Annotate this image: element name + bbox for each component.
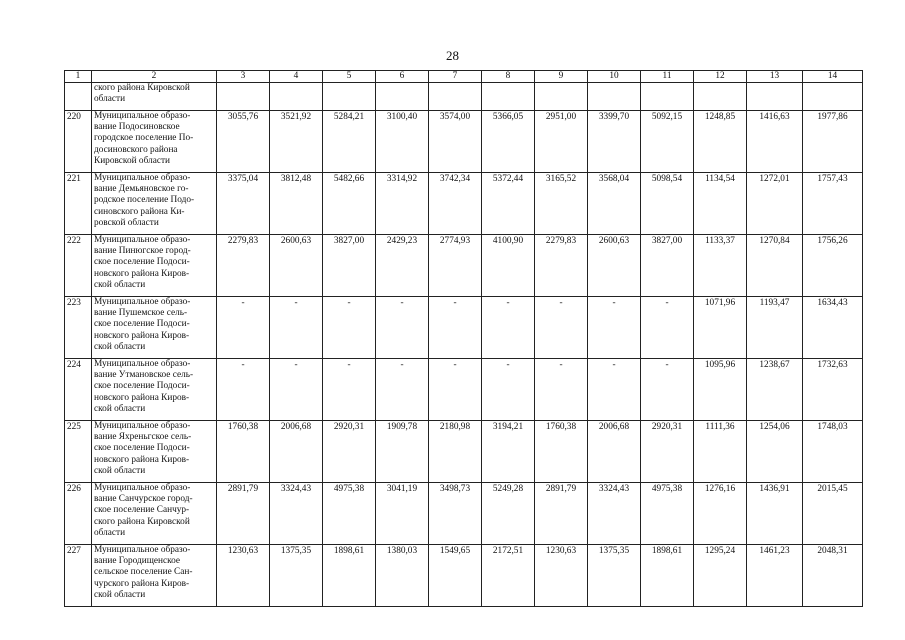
value-cell-col-8: 4100,90 [482,235,535,297]
value-cell-col-3: 3055,76 [217,111,270,173]
row-number: 220 [65,111,92,173]
value-cell-col-7: 3742,34 [429,173,482,235]
value-cell-col-11: - [641,359,694,421]
value-cell-col-3: 2891,79 [217,483,270,545]
name-line: Муниципальное образо- [94,483,191,493]
table-row [65,173,863,235]
value-cell-col-8: - [482,359,535,421]
name-line: вание Яхреньгское сель- [94,432,192,443]
value-cell-col-4: 3812,48 [270,173,323,235]
value-cell-col-12: 1295,24 [694,545,747,607]
row-number: 222 [65,235,92,297]
municipality-name [92,421,217,483]
value-cell-col-5: 4975,38 [323,483,376,545]
value-cell-col-7: 3498,73 [429,483,482,545]
municipality-name [92,545,217,607]
table-row [65,545,863,607]
value-cell-col-9: 2951,00 [535,111,588,173]
value-cell-col-10 [588,83,641,111]
value-cell-col-11: 2920,31 [641,421,694,483]
column-header-14: 14 [803,71,863,83]
value-cell-col-3: 3375,04 [217,173,270,235]
name-line: ского района Кировской [94,516,190,527]
value-cell-col-8: 5366,05 [482,111,535,173]
value-cell-col-11: 3827,00 [641,235,694,297]
value-cell-col-12: 1133,37 [694,235,747,297]
value-cell-col-12: 1276,16 [694,483,747,545]
value-cell-col-10: 3568,04 [588,173,641,235]
value-cell-col-9: 2891,79 [535,483,588,545]
value-cell-col-3: 2279,83 [217,235,270,297]
value-cell-col-7: 1549,65 [429,545,482,607]
table-row [65,297,863,359]
value-cell-col-11 [641,83,694,111]
value-cell-col-3: 1760,38 [217,421,270,483]
value-cell-col-4: 1375,35 [270,545,323,607]
municipality-name [92,111,217,173]
value-cell-col-8: 5372,44 [482,173,535,235]
value-cell-col-7: - [429,359,482,421]
table-row [65,421,863,483]
column-header-3: 3 [217,71,270,83]
value-cell-col-6: 1909,78 [376,421,429,483]
value-cell-col-11: 4975,38 [641,483,694,545]
name-line: досиновского района [94,144,178,155]
value-cell-col-13: 1461,23 [747,545,803,607]
value-cell-col-6: - [376,359,429,421]
municipality-name [92,297,217,359]
value-cell-col-12: 1071,96 [694,297,747,359]
name-line: новского района Киров- [94,268,190,279]
value-cell-col-10: 3399,70 [588,111,641,173]
value-cell-col-12: 1111,36 [694,421,747,483]
value-cell-col-13: 1254,06 [747,421,803,483]
header-row [65,71,863,83]
value-cell-col-5: - [323,297,376,359]
value-cell-col-3: - [217,359,270,421]
value-cell-col-14: 1756,26 [803,235,863,297]
value-cell-col-14: 2015,45 [803,483,863,545]
value-cell-col-5: 5482,66 [323,173,376,235]
value-cell-col-10: - [588,359,641,421]
name-line: ской области [94,279,146,290]
value-cell-col-9: - [535,359,588,421]
value-cell-col-5 [323,83,376,111]
name-line: Муниципальное образо- [94,359,191,369]
value-cell-col-4: - [270,359,323,421]
value-cell-col-9: 1760,38 [535,421,588,483]
value-cell-col-14: 1977,86 [803,111,863,173]
value-cell-col-14: 1634,43 [803,297,863,359]
value-cell-col-10: - [588,297,641,359]
name-line: области [94,94,126,105]
column-header-2: 2 [92,71,217,83]
value-cell-col-12: 1095,96 [694,359,747,421]
name-line: сельское поселение Сан- [94,567,193,578]
name-line: новского района Киров- [94,392,190,403]
value-cell-col-4: 2600,63 [270,235,323,297]
municipality-name [92,173,217,235]
value-cell-col-10: 2006,68 [588,421,641,483]
value-cell-col-5: 5284,21 [323,111,376,173]
name-line: вание Пушемское сель- [94,308,188,319]
value-cell-col-5: 3827,00 [323,235,376,297]
value-cell-col-7 [429,83,482,111]
value-cell-col-9: 1230,63 [535,545,588,607]
page-number: 28 [446,48,459,63]
column-header-12: 12 [694,71,747,83]
value-cell-col-4 [270,83,323,111]
column-header-7: 7 [429,71,482,83]
name-line: ской области [94,465,146,476]
name-line: ское поселение Подоси- [94,319,190,330]
value-cell-col-5: 2920,31 [323,421,376,483]
row-number: 223 [65,297,92,359]
value-cell-col-4: - [270,297,323,359]
row-number: 226 [65,483,92,545]
name-line: ского района Кировской [94,83,190,93]
name-line: новского района Киров- [94,330,190,341]
value-cell-col-6: 3100,40 [376,111,429,173]
name-line: синовского района Ки- [94,206,185,217]
value-cell-col-5: - [323,359,376,421]
value-cell-col-6: 3314,92 [376,173,429,235]
name-line: ровской области [94,217,159,228]
value-cell-col-8 [482,83,535,111]
name-line: Муниципальное образо- [94,235,191,245]
value-cell-col-12: 1134,54 [694,173,747,235]
value-cell-col-13: 1272,01 [747,173,803,235]
column-header-6: 6 [376,71,429,83]
table-row [65,359,863,421]
column-header-8: 8 [482,71,535,83]
name-line: ской области [94,589,146,600]
name-line: Муниципальное образо- [94,297,191,307]
value-cell-col-9 [535,83,588,111]
column-header-1: 1 [65,71,92,83]
name-line: ское поселение Подоси- [94,443,190,454]
value-cell-col-3: 1230,63 [217,545,270,607]
value-cell-col-9: 3165,52 [535,173,588,235]
value-cell-col-3: - [217,297,270,359]
value-cell-col-6: 1380,03 [376,545,429,607]
value-cell-col-7: - [429,297,482,359]
table-row [65,111,863,173]
municipality-name [92,483,217,545]
value-cell-col-14: 1732,63 [803,359,863,421]
row-number: 225 [65,421,92,483]
table-row [65,235,863,297]
row-number: 224 [65,359,92,421]
value-cell-col-11: 5092,15 [641,111,694,173]
name-line: ское поселение Подоси- [94,381,190,392]
value-cell-col-13: 1436,91 [747,483,803,545]
value-cell-col-7: 3574,00 [429,111,482,173]
value-cell-col-4: 3521,92 [270,111,323,173]
name-line: ской области [94,341,146,352]
name-line: Муниципальное образо- [94,111,191,121]
value-cell-col-13: 1270,84 [747,235,803,297]
name-line: вание Городищенское [94,556,181,567]
value-cell-col-13: 1238,67 [747,359,803,421]
row-number: 227 [65,545,92,607]
value-cell-col-7: 2774,93 [429,235,482,297]
value-cell-col-11: - [641,297,694,359]
name-line: Муниципальное образо- [94,173,191,183]
value-cell-col-8: - [482,297,535,359]
column-header-11: 11 [641,71,694,83]
value-cell-col-9: - [535,297,588,359]
table-row [65,483,863,545]
value-cell-col-10: 1375,35 [588,545,641,607]
value-cell-col-11: 1898,61 [641,545,694,607]
value-cell-col-4: 3324,43 [270,483,323,545]
value-cell-col-5: 1898,61 [323,545,376,607]
value-cell-col-14: 1757,43 [803,173,863,235]
value-cell-col-7: 2180,98 [429,421,482,483]
value-cell-col-6: 3041,19 [376,483,429,545]
name-line: ское поселение Подоси- [94,257,190,268]
name-line: вание Утмановское сель- [94,370,194,381]
value-cell-col-8: 2172,51 [482,545,535,607]
value-cell-col-14: 1748,03 [803,421,863,483]
name-line: ское поселение Санчур- [94,505,190,516]
value-cell-col-3 [217,83,270,111]
row-number [65,83,92,111]
name-line: вание Санчурское город- [94,494,193,505]
column-header-10: 10 [588,71,641,83]
value-cell-col-6: 2429,23 [376,235,429,297]
value-cell-col-12 [694,83,747,111]
name-line: чурского района Киров- [94,578,190,589]
value-cell-col-6: - [376,297,429,359]
column-header-4: 4 [270,71,323,83]
value-cell-col-10: 2600,63 [588,235,641,297]
name-line: ской области [94,403,146,414]
tariff-table [64,70,863,607]
name-line: Муниципальное образо- [94,545,191,555]
value-cell-col-13: 1193,47 [747,297,803,359]
value-cell-col-13: 1416,63 [747,111,803,173]
column-header-13: 13 [747,71,803,83]
table-row [65,83,863,111]
name-line: родское поселение Подо- [94,195,195,206]
value-cell-col-10: 3324,43 [588,483,641,545]
value-cell-col-12: 1248,85 [694,111,747,173]
value-cell-col-13 [747,83,803,111]
name-line: вание Подосиновское [94,122,180,133]
name-line: Муниципальное образо- [94,421,191,431]
name-line: новского района Киров- [94,454,190,465]
column-header-5: 5 [323,71,376,83]
municipality-name [92,359,217,421]
value-cell-col-8: 3194,21 [482,421,535,483]
value-cell-col-14 [803,83,863,111]
name-line: городское поселение По- [94,133,194,144]
row-number: 221 [65,173,92,235]
value-cell-col-4: 2006,68 [270,421,323,483]
municipality-name [92,83,217,111]
column-header-9: 9 [535,71,588,83]
name-line: Кировской области [94,155,171,166]
value-cell-col-8: 5249,28 [482,483,535,545]
name-line: вание Пинюгское город- [94,246,191,257]
value-cell-col-6 [376,83,429,111]
value-cell-col-11: 5098,54 [641,173,694,235]
value-cell-col-9: 2279,83 [535,235,588,297]
name-line: вание Демьяновское го- [94,184,189,195]
municipality-name [92,235,217,297]
value-cell-col-14: 2048,31 [803,545,863,607]
name-line: области [94,527,126,538]
